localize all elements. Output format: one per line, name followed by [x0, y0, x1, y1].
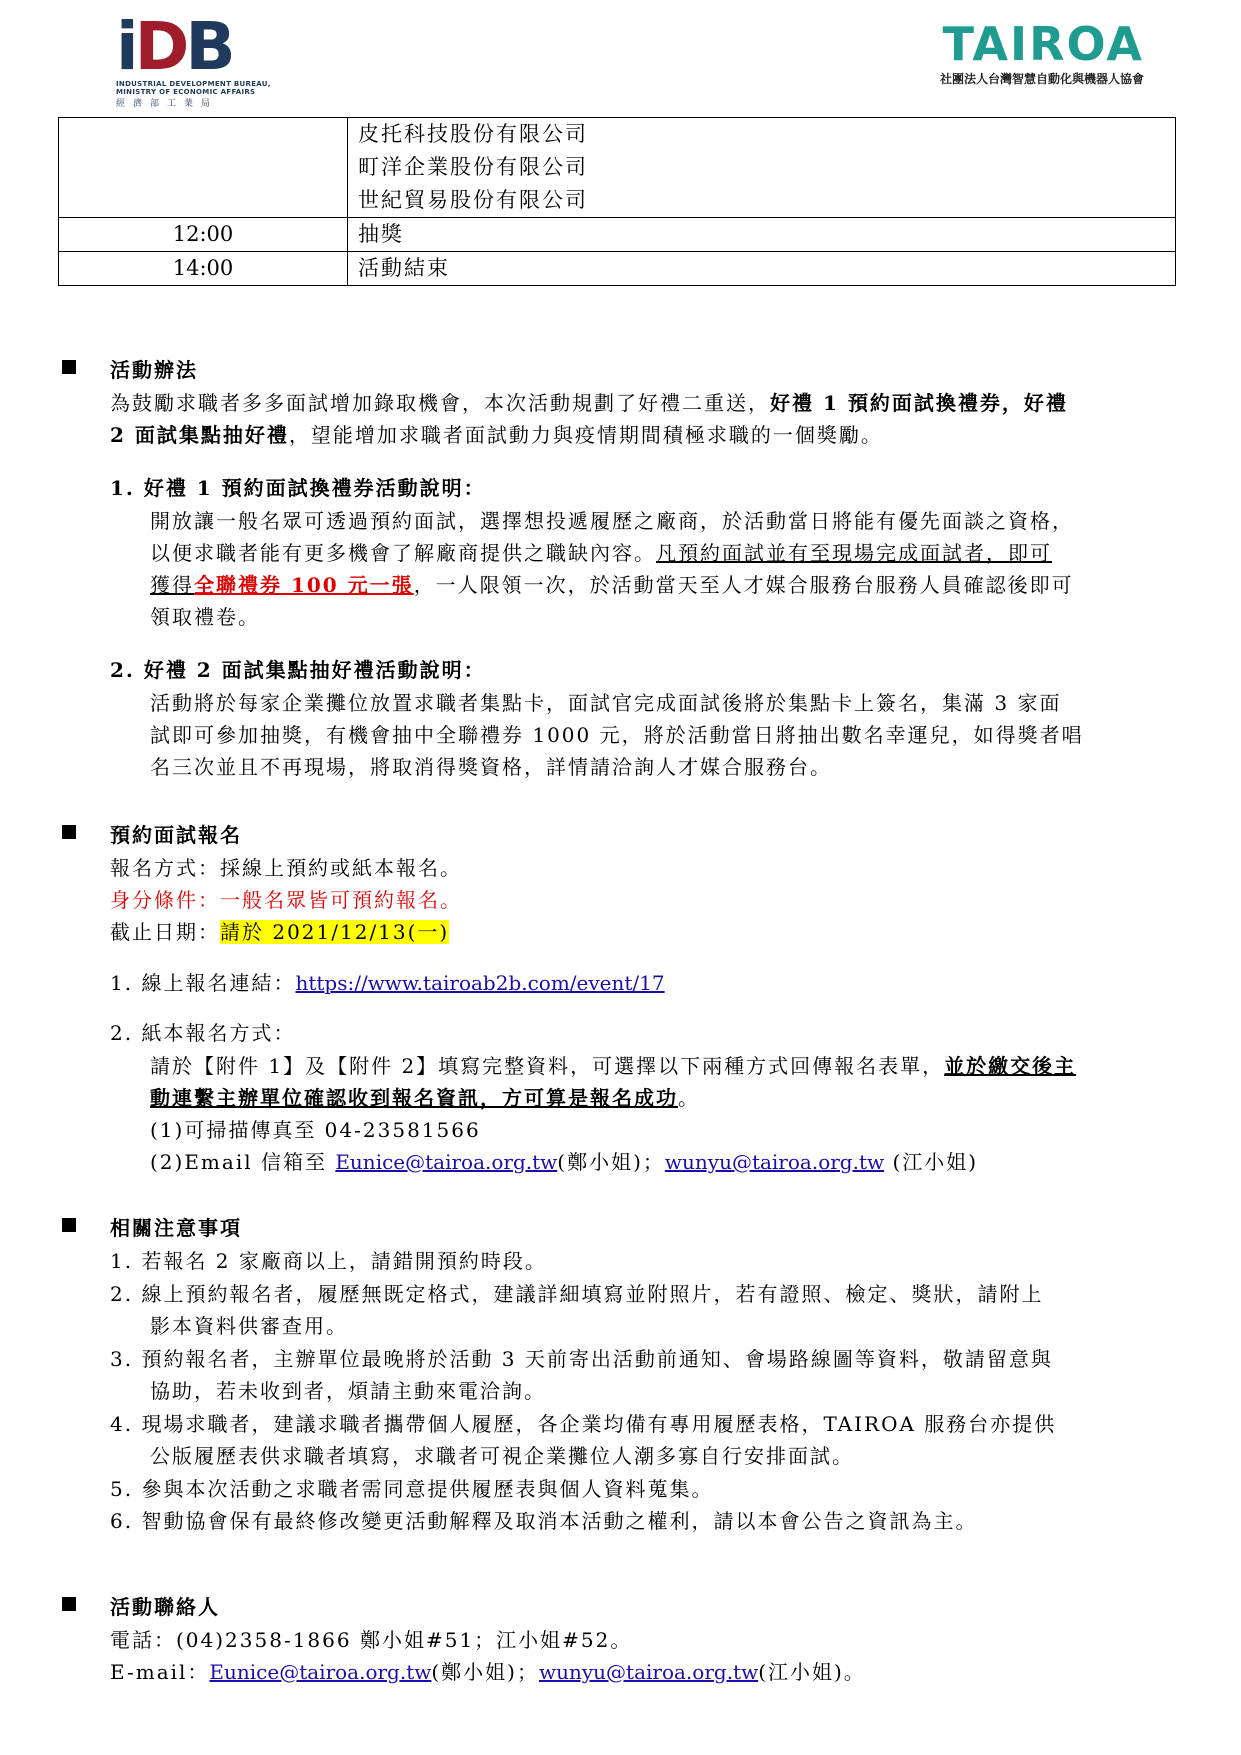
- company-name: 皮托科技股份有限公司: [358, 122, 588, 146]
- list-item: 3. 預約報名者，主辦單位最晚將於活動 3 天前寄出活動前通知、會場路線圖等資料，敬請留意與: [110, 1347, 1053, 1371]
- paragraph-line: 以便求職者能有更多機會了解廠商提供之職缺內容。凡預約面試並有至現場完成面試者，即可: [150, 541, 1052, 565]
- desc-cell: 活動結束: [348, 252, 1176, 286]
- paragraph-line: 動連繫主辦單位確認收到報名資訊，方可算是報名成功。: [150, 1086, 700, 1110]
- paper-signup-title: 2. 紙本報名方式：: [110, 1021, 296, 1045]
- square-bullet-icon: [62, 360, 76, 374]
- item-title: 1. 好禮 1 預約面試換禮券活動說明：: [110, 476, 486, 500]
- list-item: 1. 若報名 2 家廠商以上，請錯開預約時段。: [110, 1249, 547, 1273]
- contact-email-line: E-mail：Eunice@tairoa.org.tw(鄭小姐)；wunyu@tairoa.org.tw(江小姐)。: [110, 1660, 866, 1684]
- fax-line: (1)可掃描傳真至 04-23581566: [150, 1118, 481, 1142]
- list-item: 公版履歷表供求職者填寫，求職者可視企業攤位人潮多寡自行安排面試。: [150, 1444, 854, 1468]
- paragraph-line: 試即可參加抽獎，有機會抽中全聯禮券 1000 元，將於活動當日將抽出數名幸運兒，如得獎者唱: [150, 723, 1084, 747]
- signup-eligibility: 身分條件：一般名眾皆可預約報名。: [110, 888, 462, 912]
- tairoa-logo-sub: 社團法人台灣智慧自動化與機器人協會: [939, 72, 1144, 86]
- paragraph-line: 名三次並且不再現場，將取消得獎資格，詳情請洽詢人才媒合服務台。: [150, 755, 832, 779]
- section-heading: 活動聯絡人: [110, 1595, 220, 1619]
- email-line: (2)Email 信箱至 Eunice@tairoa.org.tw(鄭小姐)；wunyu@tairoa.org.tw (江小姐): [150, 1150, 979, 1174]
- section-heading: 預約面試報名: [110, 823, 242, 847]
- paragraph-line: 開放讓一般名眾可透過預約面試，選擇想投遞履歷之廠商，於活動當日將能有優先面談之資格，: [150, 509, 1074, 533]
- signup-deadline: 截止日期：請於 2021/12/13(一): [110, 920, 450, 944]
- paragraph-line: 獲得全聯禮券 100 元一張，一人限領一次，於活動當天至人才媒合服務台服務人員確認後即可: [150, 573, 1074, 597]
- email-link-wunyu[interactable]: wunyu@tairoa.org.tw: [664, 1150, 885, 1174]
- online-signup-line: 1. 線上報名連結：https://www.tairoab2b.com/event/17: [110, 971, 665, 995]
- email-link-wunyu[interactable]: wunyu@tairoa.org.tw: [538, 1660, 759, 1684]
- idb-logo: [116, 8, 286, 114]
- schedule-table: [58, 117, 1176, 286]
- idb-logo-en-2: MINISTRY OF ECONOMIC AFFAIRS: [116, 88, 256, 96]
- item-title: 2. 好禮 2 面試集點抽好禮活動說明：: [110, 658, 486, 682]
- paragraph-line: 領取禮卷。: [150, 605, 260, 629]
- table-row: [59, 218, 1176, 252]
- section-heading: 活動辦法: [110, 358, 198, 382]
- section-heading: 相關注意事項: [110, 1216, 242, 1240]
- company-name: 町洋企業股份有限公司: [358, 155, 588, 179]
- list-item: 5. 參與本次活動之求職者需同意提供履歷表與個人資料蒐集。: [110, 1477, 714, 1501]
- idb-logo-cn: 經濟部工業局: [116, 99, 219, 109]
- time-cell: 14:00: [59, 252, 348, 286]
- table-row: [59, 118, 1176, 218]
- online-signup-link[interactable]: https://www.tairoab2b.com/event/17: [295, 971, 665, 995]
- square-bullet-icon: [62, 1218, 76, 1232]
- idb-logo-mark: iDB: [116, 8, 232, 85]
- square-bullet-icon: [62, 825, 76, 839]
- table-cell: [348, 118, 1176, 218]
- time-cell: 12:00: [59, 218, 348, 252]
- email-link-eunice[interactable]: Eunice@tairoa.org.tw: [209, 1660, 432, 1684]
- email-link-eunice[interactable]: Eunice@tairoa.org.tw: [335, 1150, 558, 1174]
- table-row: [59, 252, 1176, 286]
- paragraph-line: 請於【附件 1】及【附件 2】填寫完整資料，可選擇以下兩種方式回傳報名表單，並於繳交後主: [150, 1054, 1077, 1078]
- paragraph-line: 為鼓勵求職者多多面試增加錄取機會，本次活動規劃了好禮二重送，好禮 1 預約面試換禮券，好禮: [110, 391, 1068, 415]
- list-item: 影本資料供審查用。: [150, 1314, 348, 1338]
- list-item: 6. 智動協會保有最終修改變更活動解釋及取消本活動之權利，請以本會公告之資訊為主。: [110, 1509, 978, 1533]
- company-name: 世紀貿易股份有限公司: [358, 188, 588, 212]
- idb-logo-en-1: INDUSTRIAL DEVELOPMENT BUREAU,: [116, 80, 271, 88]
- list-item: 協助，若未收到者，煩請主動來電洽詢。: [150, 1379, 546, 1403]
- table-cell: [59, 118, 348, 218]
- list-item: 4. 現場求職者，建議求職者攜帶個人履歷，各企業均備有專用履歷表格，TAIROA 服務台亦提供: [110, 1412, 1057, 1436]
- tairoa-logo-mark: TAIROA: [942, 17, 1144, 71]
- list-item: 2. 線上預約報名者，履歷無既定格式，建議詳細填寫並附照片，若有證照、檢定、獎狀，請附上: [110, 1282, 1044, 1306]
- paragraph-line: 活動將於每家企業攤位放置求職者集點卡，面試官完成面試後將於集點卡上簽名，集滿 3 家面: [150, 691, 1062, 715]
- paragraph-line: 2 面試集點抽好禮，望能增加求職者面試動力與疫情期間積極求職的一個獎勵。: [110, 423, 883, 447]
- contact-phone: 電話：(04)2358-1866 鄭小姐#51；江小姐#52。: [110, 1628, 633, 1652]
- tairoa-logo: [884, 18, 1144, 108]
- desc-cell: 抽獎: [348, 218, 1176, 252]
- square-bullet-icon: [62, 1597, 76, 1611]
- signup-method: 報名方式：採線上預約或紙本報名。: [110, 856, 462, 880]
